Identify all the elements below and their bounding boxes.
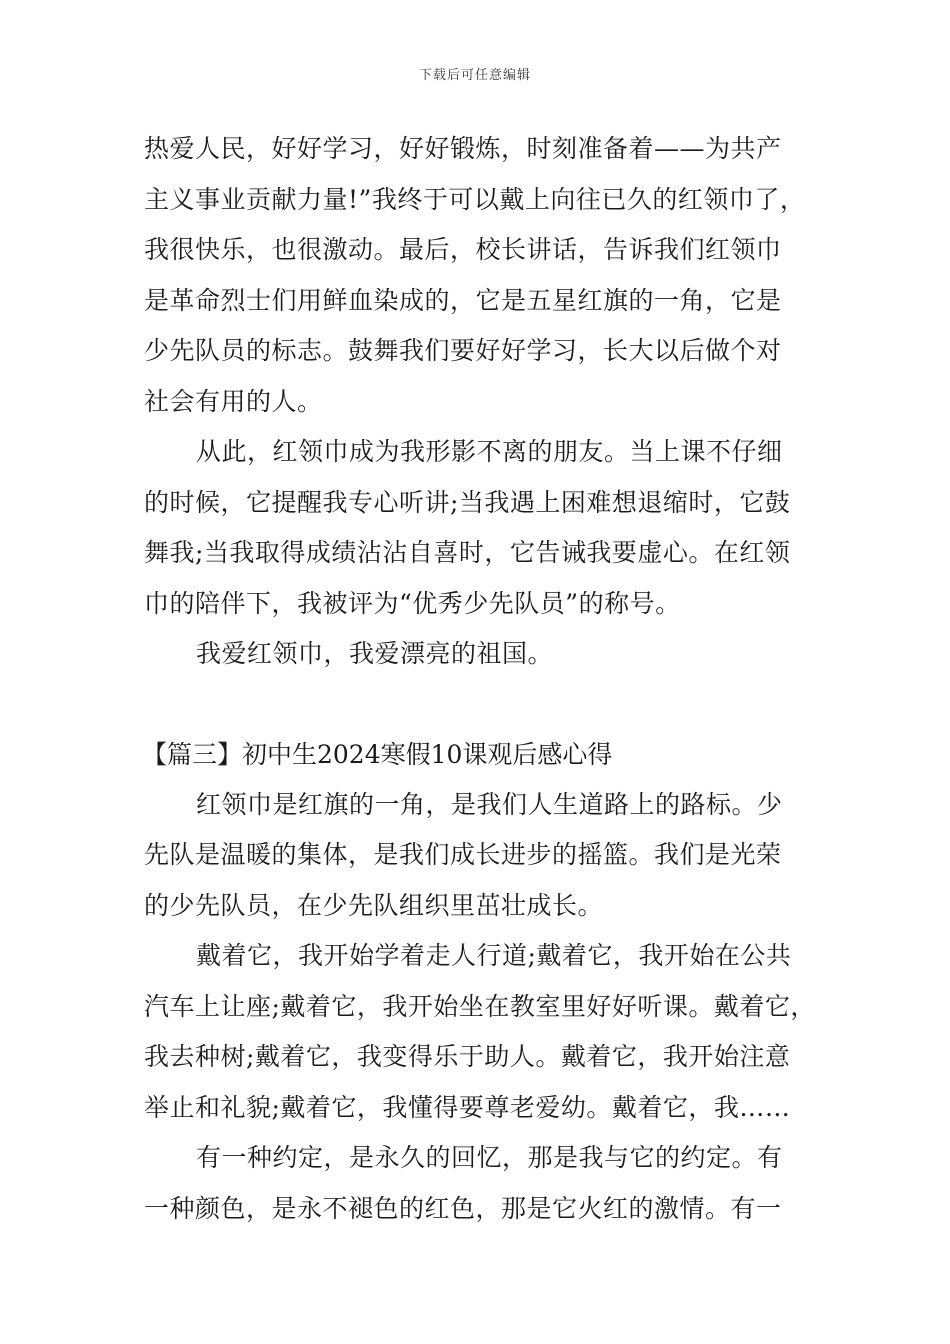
- section-gap: [144, 680, 824, 730]
- text-line: 少先队员的标志。鼓舞我们要好好学习，长大以后做个对: [144, 336, 782, 365]
- text-line: 热爱人民，好好学习，好好锻炼，时刻准备着——为共产: [144, 134, 782, 163]
- text-line: 我很快乐，也很激动。最后，校长讲话，告诉我们红领巾: [144, 235, 782, 264]
- paragraph: [144, 1133, 824, 1234]
- paragraph: [144, 780, 824, 932]
- text-line: 汽车上让座;戴着它，我开始坐在教室里好好听课。戴着它，: [144, 991, 816, 1021]
- paragraph: [144, 629, 824, 680]
- text-line: 我爱红领巾，我爱漂亮的祖国。: [196, 639, 554, 668]
- text-line: 的少先队员，在少先队组织里茁壮成长。: [144, 890, 604, 920]
- text-line: 从此，红领巾成为我形影不离的朋友。当上课不仔细: [196, 437, 783, 466]
- document-body: [144, 124, 824, 1234]
- paragraph: [144, 124, 824, 427]
- text-line: 社会有用的人。: [144, 386, 323, 416]
- text-line: 有一种约定，是永久的回忆，那是我与它的约定。有: [196, 1143, 783, 1172]
- text-line: 我去种树;戴着它，我变得乐于助人。戴着它，我开始注意: [144, 1042, 791, 1071]
- text-line: 一种颜色，是永不褪色的红色，那是它火红的激情。有一: [144, 1193, 782, 1223]
- text-line: 先队是温暖的集体，是我们成长进步的摇篮。我们是光荣: [144, 840, 782, 869]
- paragraph: [144, 931, 824, 1133]
- text-line: 的时候，它提醒我专心听讲;当我遇上困难想退缩时，它鼓: [144, 487, 791, 517]
- page-header: 下载后可任意编辑: [418, 68, 531, 83]
- paragraph: [144, 427, 824, 629]
- text-line: 舞我;当我取得成绩沾沾自喜时，它告诫我要虚心。在红领: [144, 538, 791, 567]
- text-line: 是革命烈士们用鲜血染成的，它是五星红旗的一角，它是: [144, 285, 782, 315]
- text-line: 举止和礼貌;戴着它，我懂得要尊老爱幼。戴着它，我……: [144, 1092, 791, 1122]
- text-line: 戴着它，我开始学着走人行道;戴着它，我开始在公共: [196, 941, 792, 970]
- section-title: 【篇三】初中生2024寒假10课观后感心得: [142, 739, 613, 769]
- text-line: 红领巾是红旗的一角，是我们人生道路上的路标。少: [196, 789, 783, 819]
- text-line: 巾的陪伴下，我被评为“优秀少先队员”的称号。: [144, 588, 681, 618]
- text-line: 主义事业贡献力量!”我终于可以戴上向往已久的红领巾了，: [144, 184, 806, 214]
